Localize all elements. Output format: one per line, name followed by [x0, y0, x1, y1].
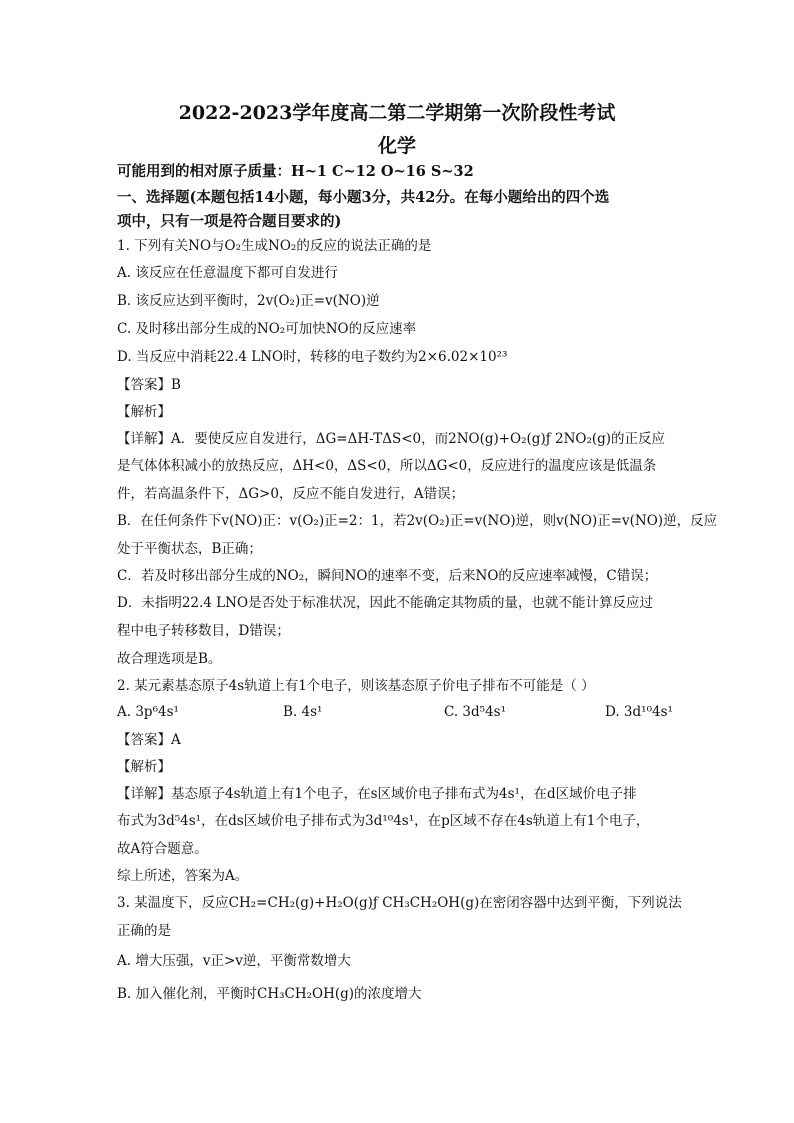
- q2-explanation-3: 故A符合题意。: [117, 841, 208, 857]
- q1-explanation-6: C．若及时移出部分生成的NO₂，瞬间NO的速率不变，后来NO的反应速率减慢，C错误；: [117, 568, 658, 584]
- q2-explanation-2: 布式为3d⁵4s¹，在ds区域价电子排布式为3d¹⁰4s¹，在p区域不存在4s轨道上有1个电子，: [117, 813, 650, 829]
- section-heading-line-2: 项中，只有一项是符合题目要求的): [117, 213, 342, 230]
- q1-option-a: A. 该反应在任意温度下都可自发进行: [117, 265, 338, 281]
- q1-stem: 1. 下列有关NO与O₂生成NO₂的反应的说法正确的是: [117, 238, 432, 254]
- q1-option-d: D. 当反应中消耗22.4 LNO时，转移的电子数约为2×6.02×10²³: [117, 349, 508, 365]
- q3-option-a: A. 增大压强，v正>v逆，平衡常数增大: [117, 953, 351, 969]
- q2-option-b: B. 4s¹: [283, 704, 323, 720]
- q1-explanation-5: 处于平衡状态，B正确；: [117, 541, 262, 557]
- q1-option-b: B. 该反应达到平衡时，2v(O₂)正=v(NO)逆: [117, 293, 380, 309]
- q2-option-d: D. 3d¹⁰4s¹: [605, 704, 673, 720]
- q1-analysis-label: 【解析】: [117, 404, 171, 420]
- subject-title: 化学: [377, 135, 416, 157]
- q3-option-b: B. 加入催化剂，平衡时CH₃CH₂OH(g)的浓度增大: [117, 986, 422, 1002]
- q1-explanation-7: D．未指明22.4 LNO是否处于标准状况，因此不能确定其物质的量，也就不能计算反应过: [117, 595, 654, 611]
- q2-option-c: C. 3d⁵4s¹: [444, 704, 507, 720]
- q1-answer: 【答案】B: [117, 377, 181, 393]
- atomic-mass-line: 可能用到的相对原子质量：H~1 C~12 O~16 S~32: [117, 163, 474, 180]
- q1-explanation-8: 程中电子转移数目，D错误；: [117, 623, 290, 639]
- q1-option-c: C. 及时移出部分生成的NO₂可加快NO的反应速率: [117, 321, 417, 337]
- q1-explanation-1: 【详解】A．要使反应自发进行，ΔG=ΔH-TΔS<0，而2NO(g)+O₂(g)ƒ 2NO₂(g)的正反应: [117, 431, 666, 447]
- q2-explanation-4: 综上所述，答案为A。: [117, 868, 249, 884]
- q2-explanation-1: 【详解】基态原子4s轨道上有1个电子，在s区域价电子排布式为4s¹，在d区域价电子排: [117, 786, 637, 802]
- q3-stem-line-2: 正确的是: [117, 923, 171, 939]
- q1-explanation-2: 是气体体积减小的放热反应，ΔH<0，ΔS<0，所以ΔG<0，反应进行的温度应该是低温条: [117, 458, 657, 474]
- q1-explanation-3: 件，若高温条件下，ΔG>0，反应不能自发进行，A错误；: [117, 486, 465, 502]
- q2-analysis-label: 【解析】: [117, 759, 171, 775]
- q2-stem: 2. 某元素基态原子4s轨道上有1个电子，则该基态原子价电子排布不可能是（ ）: [117, 678, 595, 694]
- q1-explanation-9: 故合理选项是B。: [117, 651, 222, 667]
- q2-answer: 【答案】A: [117, 732, 181, 748]
- q2-option-a: A. 3p⁶4s¹: [117, 704, 179, 720]
- section-heading-line-1: 一、选择题(本题包括14小题，每小题3分，共42分。在每小题给出的四个选: [117, 189, 610, 206]
- q3-stem-line-1: 3. 某温度下，反应CH₂=CH₂(g)+H₂O(g)ƒ CH₃CH₂OH(g)在密闭容器中达到平衡，下列说法: [117, 895, 682, 911]
- exam-title: 2022-2023学年度高二第二学期第一次阶段性考试: [178, 102, 616, 124]
- q1-explanation-4: B．在任何条件下v(NO)正：v(O₂)正=2：1，若2v(O₂)正=v(NO)逆，则v(NO)正=v(NO)逆，反应: [117, 513, 718, 529]
